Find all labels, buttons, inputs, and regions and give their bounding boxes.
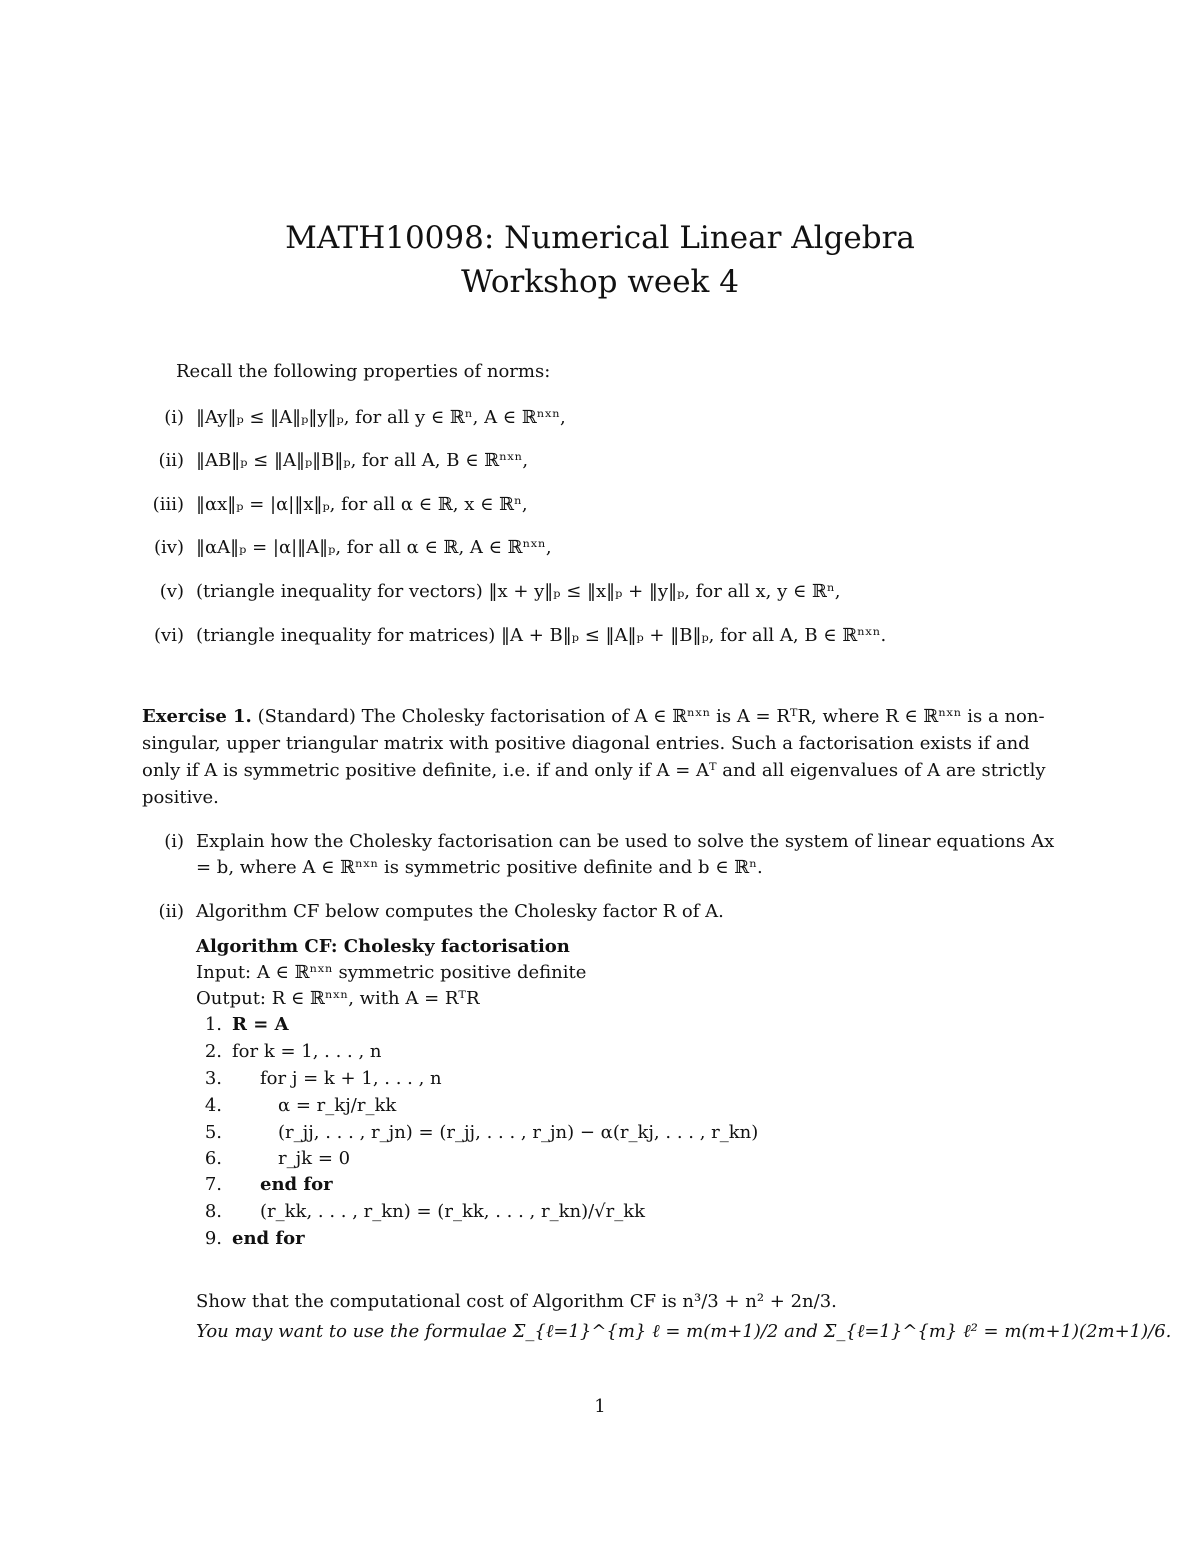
part-label: (i) <box>164 831 184 852</box>
property-label: (iii) <box>152 494 184 515</box>
algorithm-line-number: 5. <box>204 1122 222 1143</box>
property-label: (ii) <box>158 450 184 471</box>
document-title: MATH10098: Numerical Linear Algebra <box>285 220 915 256</box>
algorithm-line-number: 8. <box>204 1201 222 1222</box>
property-label: (iv) <box>154 537 184 558</box>
algorithm-line-number: 6. <box>204 1148 222 1169</box>
algorithm-line: for k = 1, . . . , n <box>232 1041 382 1062</box>
algorithm-line-number: 1. <box>204 1014 222 1035</box>
property-label: (v) <box>159 581 184 602</box>
algorithm-line: end for <box>260 1174 333 1195</box>
property-label: (vi) <box>154 625 184 646</box>
algorithm-line-number: 9. <box>204 1228 222 1249</box>
exercise-body: (Standard) The Cholesky factorisation of A ∈ ℝⁿˣⁿ is A = RᵀR, where R ∈ ℝⁿˣⁿ is a non-singular, upper triangular matrix with positive diagonal entries. Such a factorisation exists if and only if A is symmetric positive definite, i.e. if and only if A = Aᵀ and all eigenvalues of A are strictly positive. <box>142 706 1046 808</box>
algorithm-line: end for <box>232 1228 305 1249</box>
part-text: Algorithm CF below computes the Cholesky factor R of A. <box>196 901 724 922</box>
algorithm-line: (r_jj, . . . , r_jn) = (r_jj, . . . , r_jn) − α(r_kj, . . . , r_kn) <box>278 1122 759 1143</box>
cost-statement: Show that the computational cost of Algorithm CF is n³/3 + n² + 2n/3. <box>196 1291 837 1312</box>
algorithm-line-number: 2. <box>204 1041 222 1062</box>
algorithm-input: Input: A ∈ ℝⁿˣⁿ symmetric positive definite <box>196 962 587 983</box>
algorithm-line: (r_kk, . . . , r_kn) = (r_kk, . . . , r_kn)/√r_kk <box>260 1201 646 1222</box>
property-text: ‖αx‖ₚ = |α|‖x‖ₚ, for all α ∈ ℝ, x ∈ ℝⁿ, <box>196 494 528 515</box>
part-text: Explain how the Cholesky factorisation can be used to solve the system of linear equations Ax = b, where A ∈ ℝⁿˣⁿ is symmetric positive definite and b ∈ ℝⁿ. <box>196 831 1055 878</box>
algorithm-line: for j = k + 1, . . . , n <box>260 1068 442 1089</box>
document-subtitle: Workshop week 4 <box>461 264 739 300</box>
exercise-heading: Exercise 1. <box>142 706 252 727</box>
property-label: (i) <box>164 407 184 428</box>
algorithm-line: r_jk = 0 <box>278 1148 351 1169</box>
formula-hint: You may want to use the formulae Σ_{ℓ=1}^{m} ℓ = m(m+1)/2 and Σ_{ℓ=1}^{m} ℓ² = m(m+1)(2m+1)/6. <box>196 1321 1172 1342</box>
property-text: ‖Ay‖ₚ ≤ ‖A‖ₚ‖y‖ₚ, for all y ∈ ℝⁿ, A ∈ ℝⁿˣⁿ, <box>196 407 566 428</box>
algorithm-line: R = A <box>232 1014 289 1035</box>
property-text: (triangle inequality for matrices) ‖A + B‖ₚ ≤ ‖A‖ₚ + ‖B‖ₚ, for all A, B ∈ ℝⁿˣⁿ. <box>196 625 887 646</box>
property-text: (triangle inequality for vectors) ‖x + y‖ₚ ≤ ‖x‖ₚ + ‖y‖ₚ, for all x, y ∈ ℝⁿ, <box>196 581 841 602</box>
exercise-paragraph <box>142 703 1062 811</box>
property-text: ‖AB‖ₚ ≤ ‖A‖ₚ‖B‖ₚ, for all A, B ∈ ℝⁿˣⁿ, <box>196 450 529 471</box>
algorithm-title: Algorithm CF: Cholesky factorisation <box>196 936 570 957</box>
algorithm-output: Output: R ∈ ℝⁿˣⁿ, with A = RᵀR <box>196 988 480 1009</box>
property-text: ‖αA‖ₚ = |α|‖A‖ₚ, for all α ∈ ℝ, A ∈ ℝⁿˣⁿ, <box>196 537 552 558</box>
algorithm-line-number: 4. <box>204 1095 222 1116</box>
intro-text: Recall the following properties of norms: <box>176 361 551 382</box>
algorithm-line-number: 7. <box>204 1174 222 1195</box>
algorithm-line-number: 3. <box>204 1068 222 1089</box>
part-label: (ii) <box>158 901 184 922</box>
page-number: 1 <box>594 1396 606 1417</box>
algorithm-line: α = r_kj/r_kk <box>278 1095 397 1116</box>
